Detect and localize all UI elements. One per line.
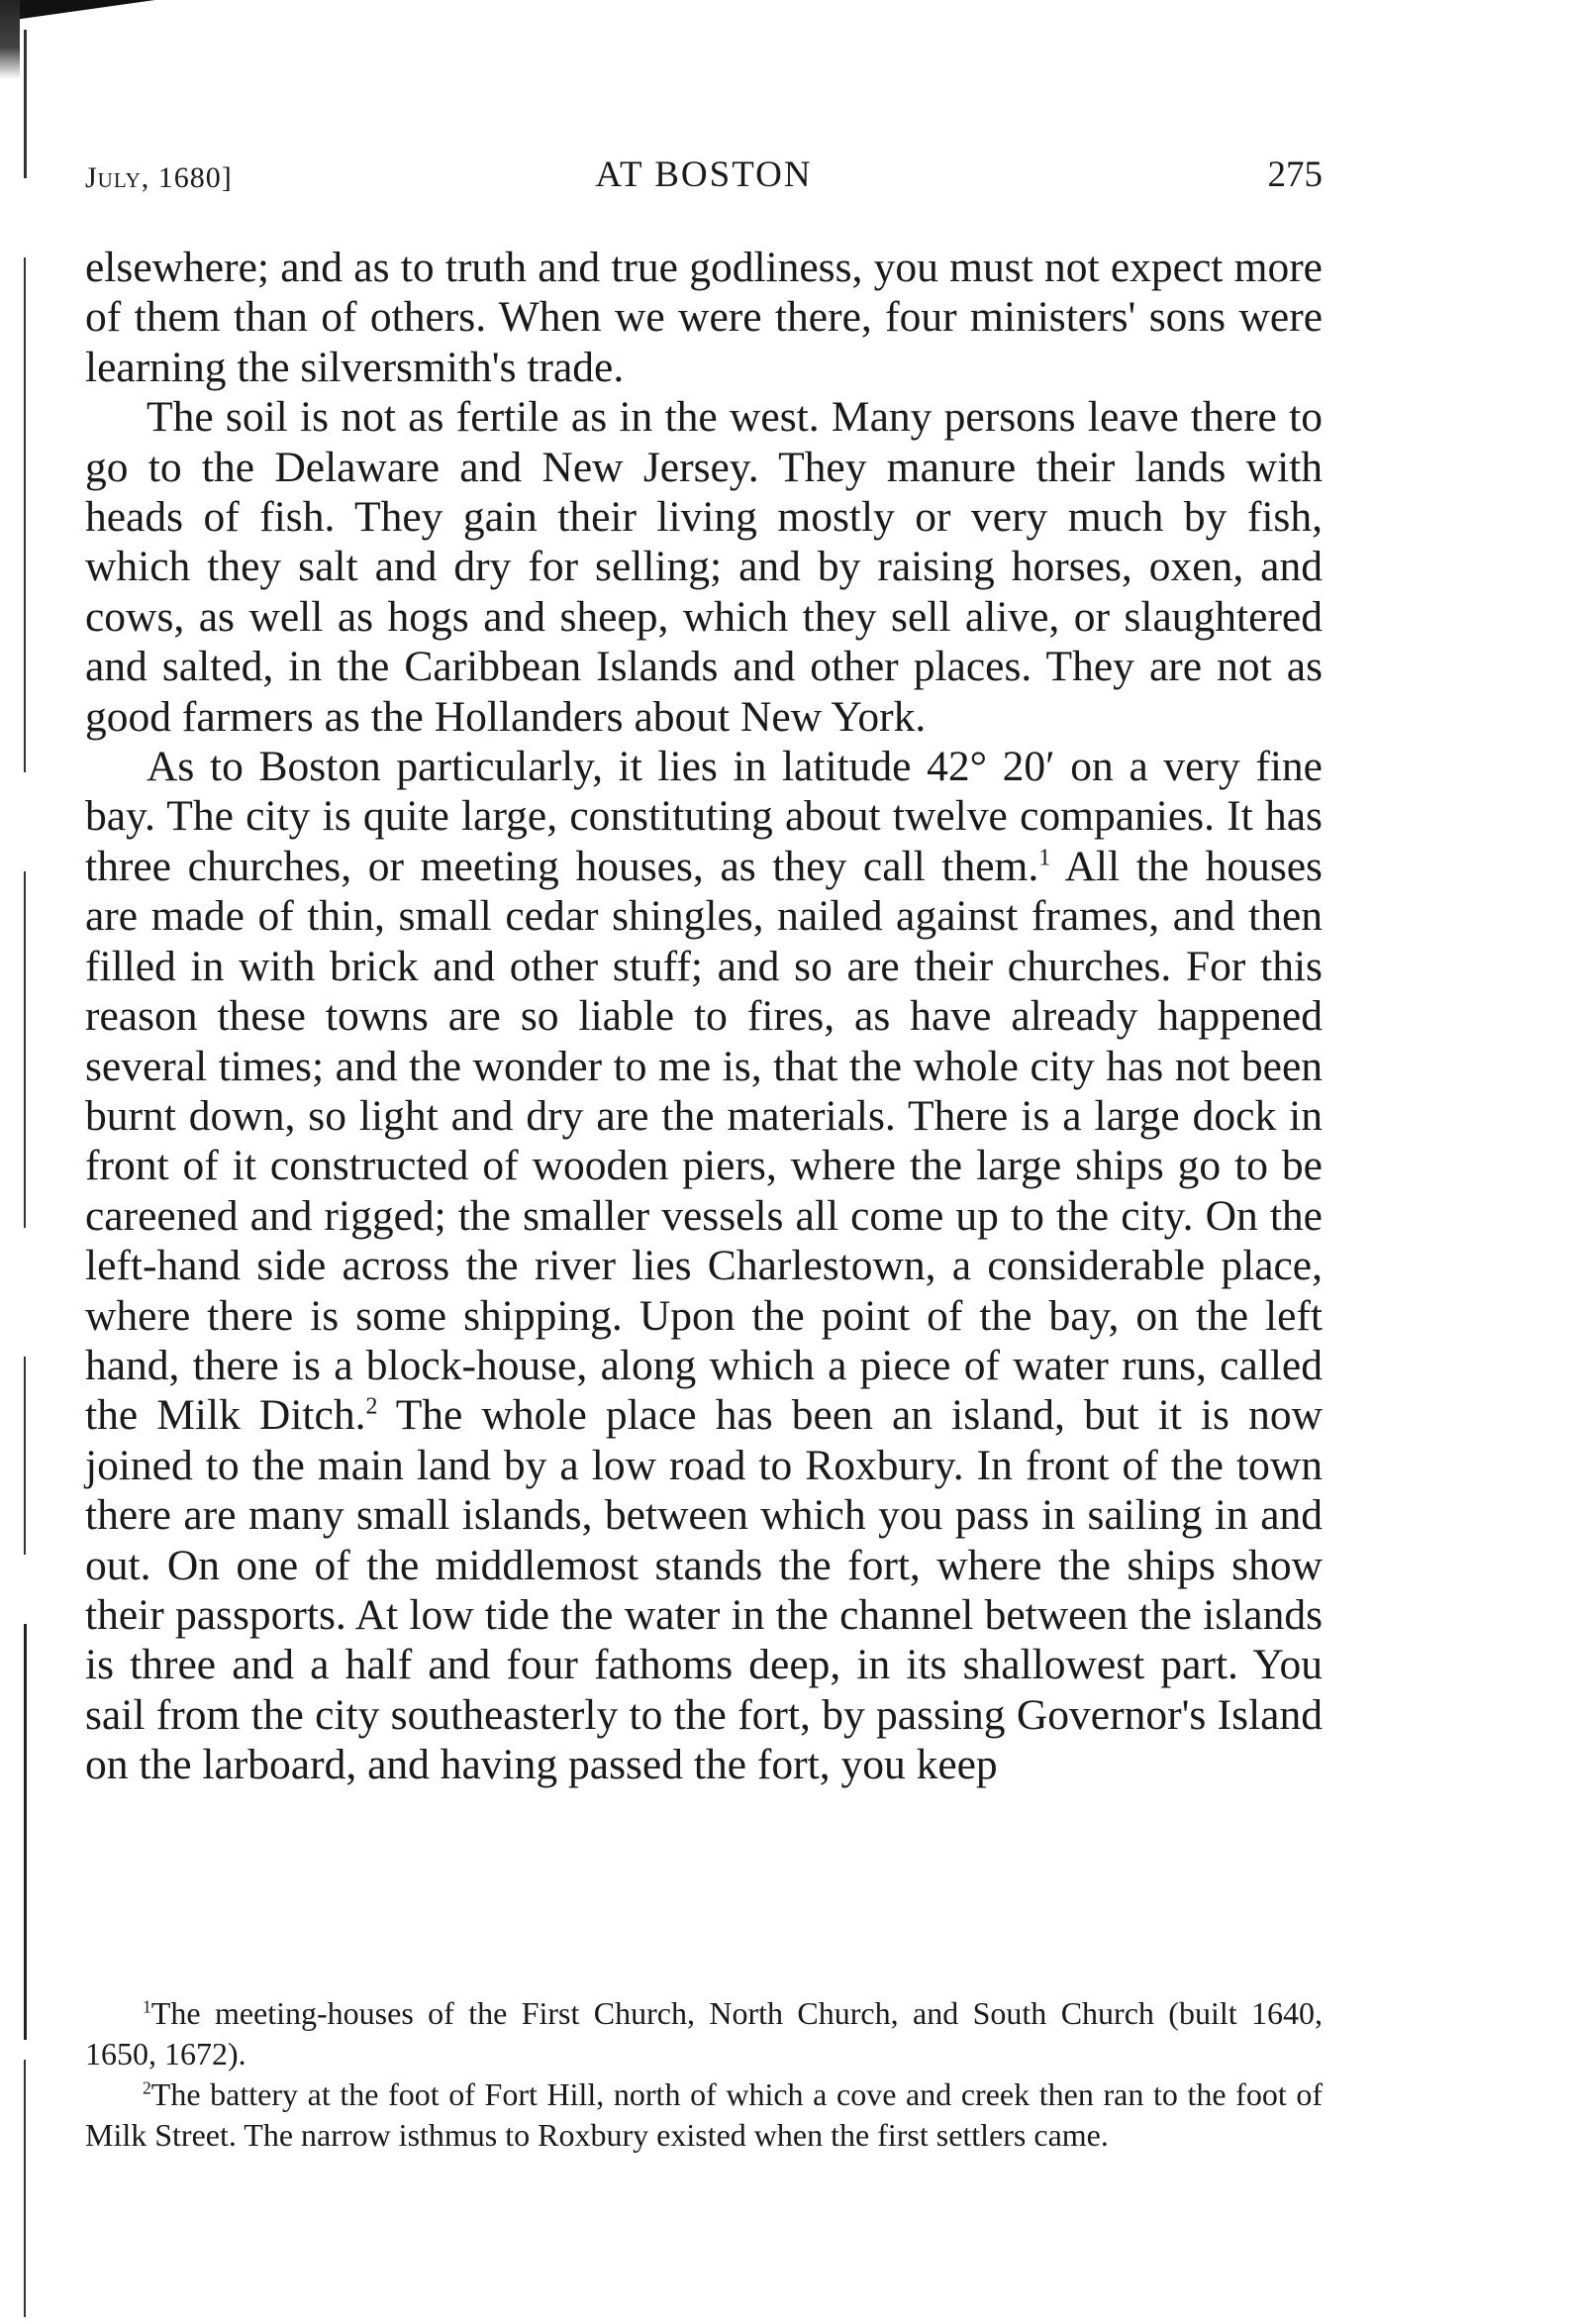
running-head-title: AT BOSTON: [595, 154, 813, 195]
footnote: [85, 2074, 1323, 2156]
binding-edge-line: [24, 1624, 27, 2040]
binding-edge-line: [24, 1357, 26, 1555]
body-text: [85, 243, 1323, 1790]
binding-edge-line: [24, 30, 27, 178]
paragraph: [85, 742, 1323, 1790]
footnote-text: The meeting-houses of the First Church, North Church, and South Church (built 1640, 1650, 1672).: [85, 1995, 1323, 2071]
running-head-date: July, 1680]: [85, 161, 233, 194]
footnotes: [85, 1993, 1323, 2156]
binding-edge-line: [24, 2060, 26, 2317]
paragraph-text: The whole place has been an island, but it is now joined to the main land by a low road to Roxbury. In front of the town there are many small islands, between which you pass in sailing in and out. On one of the middlemost stands the fort, where the ships show their passports. At low tide the water in the channel between the islands is three and a half and four fathoms deep, in its shallowest part. You sail from the city southeasterly to the fort, by passing Governor's Island on the larboard, and having passed the fort, you keep: [85, 1391, 1323, 1789]
scan-edge-shadow-vertical: [0, 0, 20, 79]
footnote-marker: 2: [143, 2077, 151, 2098]
paragraph: The soil is not as fertile as in the west. Many persons leave there to go to the Delaware and New Jersey. They manure their lands with heads of fish. They gain their living mostly or very much by fish, which they salt and dry for selling; and by raising horses, oxen, and cows, as well as hogs and sheep, which they sell alive, or slaughtered and salted, in the Caribbean Islands and other places. They are not as good farmers as the Hollanders about New York.: [85, 393, 1323, 741]
footnote-ref-2[interactable]: 2: [365, 1393, 378, 1420]
footnote: [85, 1993, 1323, 2074]
binding-edge-line: [24, 257, 26, 772]
scan-edge-shadow: [0, 0, 228, 22]
page-header: [85, 153, 1323, 213]
footnote-ref-1[interactable]: 1: [1038, 845, 1051, 871]
page-number: 275: [1267, 154, 1323, 195]
paragraph-text: As to Boston particularly, it lies in latitude 42° 20′ on a very fine bay. The city is quite large, constituting about twelve companies. It has three churches, or meeting houses, as they call them.: [85, 743, 1323, 890]
footnote-text: The battery at the foot of Fort Hill, north of which a cove and creek then ran to the foot of Milk Street. The narrow isthmus to Roxbury existed when the first settlers came.: [85, 2076, 1323, 2153]
paragraph: elsewhere; and as to truth and true godliness, you must not expect more of them than of others. When we were there, four ministers' sons were learning the silversmith's trade.: [85, 244, 1323, 391]
paragraph-text: All the houses are made of thin, small cedar shingles, nailed against frames, and then filled in with brick and other stuff; and so are their churches. For this reason these towns are so liable to fires, as have already happened several times; and the wonder to me is, that the whole city has not been burnt down, so light and dry are the materials. There is a large dock in front of it constructed of wooden piers, where the large ships go to be careened and rigged; the smaller vessels all come up to the city. On the left-hand side across the river lies Charlestown, a considerable place, where there is some shipping. Upon the point of the bay, on the left hand, there is a block-house, along which a piece of water runs, called the Milk Ditch.: [85, 842, 1323, 1440]
footnote-marker: 1: [143, 1996, 151, 2017]
binding-edge-line: [24, 871, 26, 1228]
